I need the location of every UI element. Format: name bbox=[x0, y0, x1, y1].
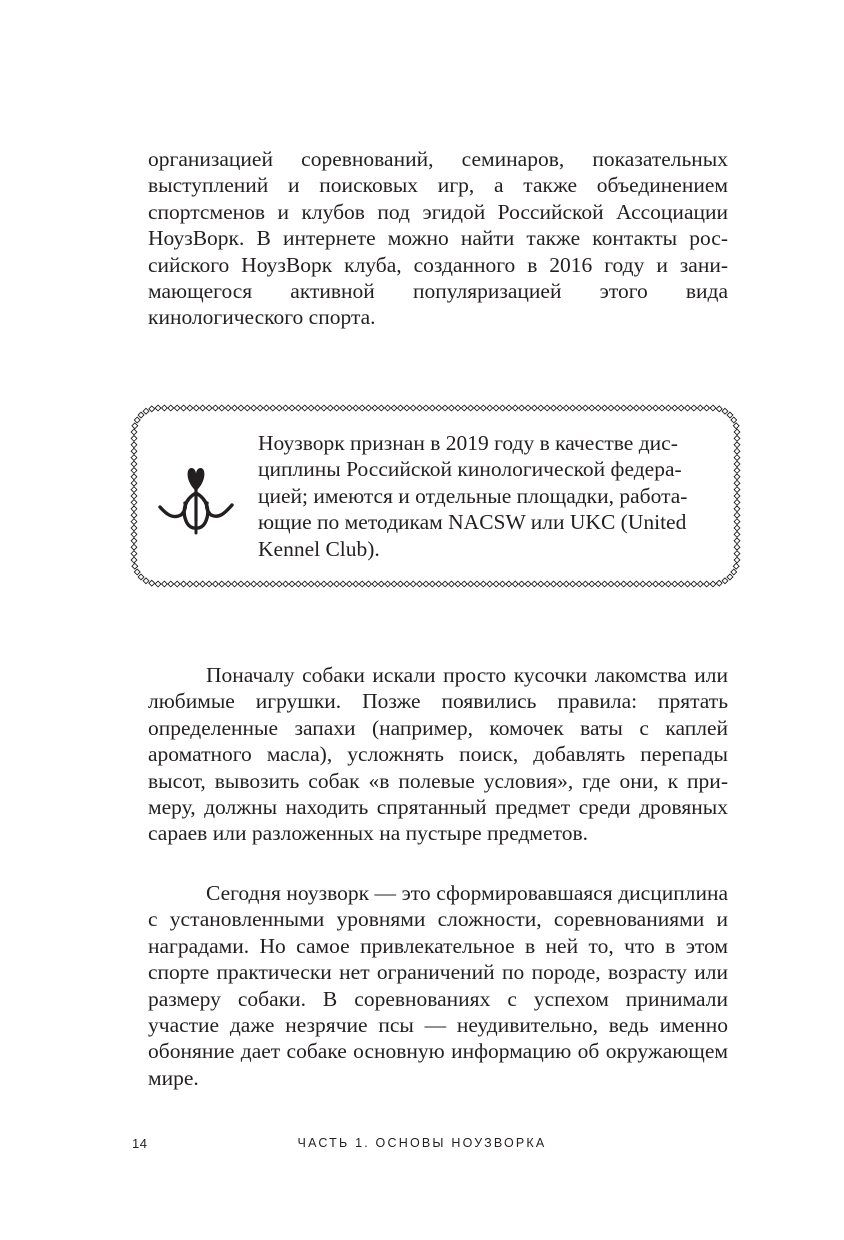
running-title: ЧАСТЬ 1. ОСНОВЫ НОУЗВОРКА bbox=[297, 1136, 547, 1150]
callout-text-body: Ноузворк признан в 2019 году в качестве дисциплины Российской кинологической федерацией; имеются и отдельные площадки, работающие по методикам NACSW или UKC (United Kennel Club). bbox=[258, 431, 688, 561]
paragraph-history-text: Поначалу собаки искали просто кусочки лакомства или любимые игрушки. Позже появились правила: прятать определенные запахи (например, комочек ваты с каплей ароматного масла), усложнять поиск, добавлять перепады высот, вывозить собак «в полевые условия», где они, к примеру, должны находить спрятанный предмет среди дровяных сараев или разложенных на пустыре предметов. bbox=[148, 663, 728, 846]
paragraph-history bbox=[148, 662, 728, 847]
heart-ornament-icon bbox=[155, 463, 237, 543]
callout-text bbox=[258, 430, 713, 562]
paragraph-today-text: Сегодня ноузворк — это сформировавшаяся дисциплина с установленными уровнями сложности, соревнованиями и наградами. Но самое привлекательное в ней то, что в этом спорте практически нет ограничений по породе, возрасту или размеру собаки. В соревнованиях с успехом принимали участие даже незрячие псы — неудивительно, ведь именно обоняние дает собаке основную информацию об окружающем мире. bbox=[148, 881, 728, 1090]
paragraph-intro bbox=[148, 146, 728, 331]
paragraph-today bbox=[148, 880, 728, 1091]
callout-box bbox=[127, 401, 744, 591]
page-number: 14 bbox=[132, 1136, 148, 1151]
paragraph-intro-text: организацией соревнований, семинаров, показательных выступлений и поисковых игр, а также объединением спортсменов и клубов под эгидой Российской Ассоциации НоузВорк. В интернете можно найти также контакты российского НоузВорк клуба, созданного в 2016 году и занимающегося активной популяризацией этого вида кинологического спорта. bbox=[148, 147, 728, 330]
